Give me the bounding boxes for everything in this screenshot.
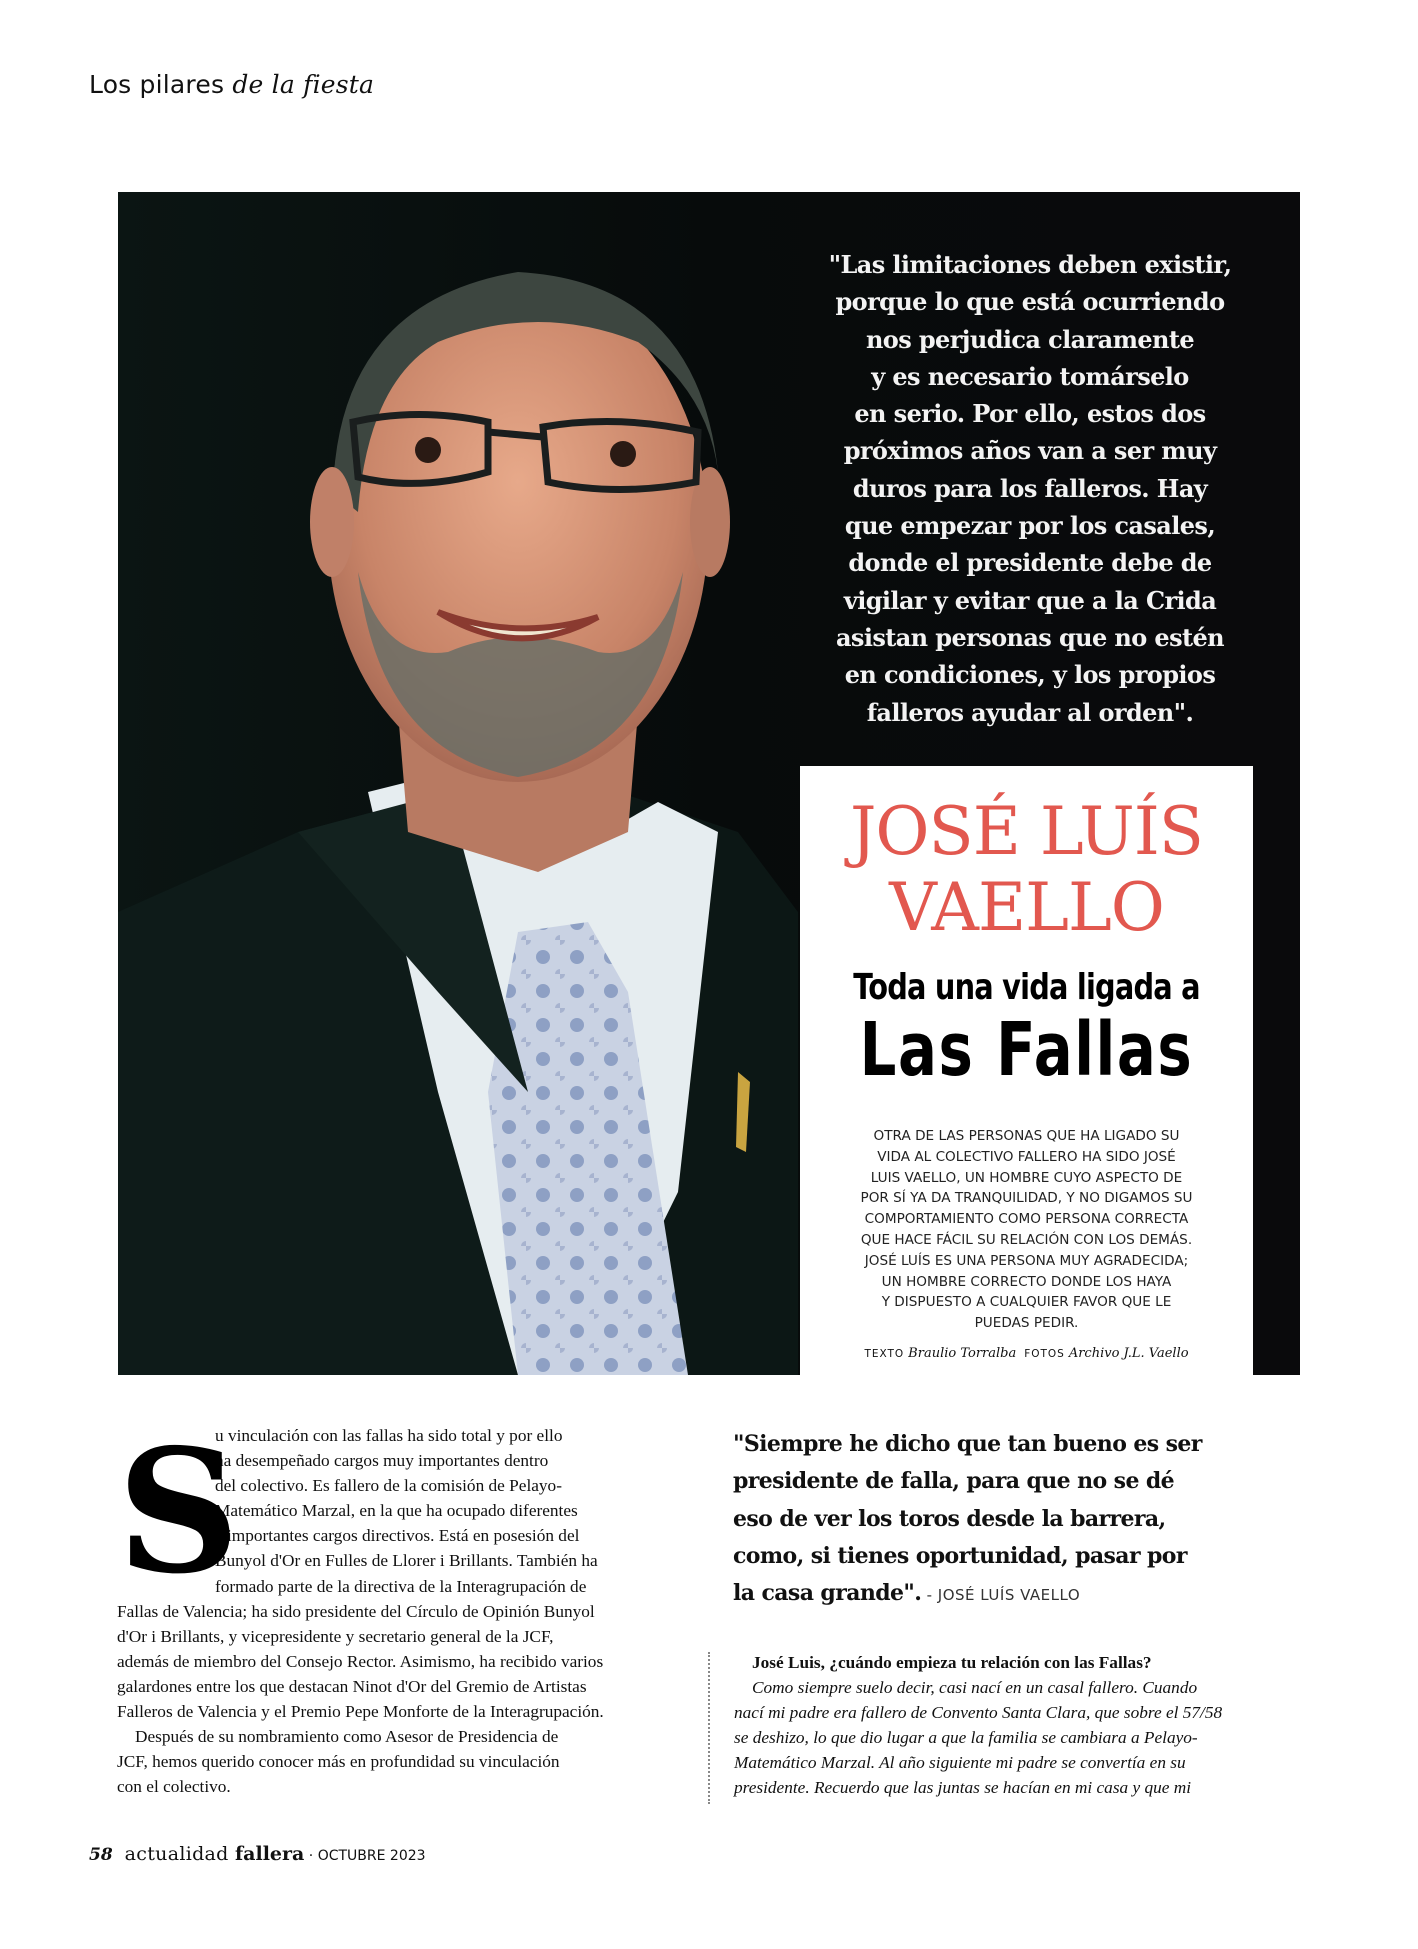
pullquote-secondary-line: como, si tienes oportunidad, pasar por bbox=[733, 1542, 1187, 1569]
column-divider bbox=[708, 1652, 710, 1804]
eye-left bbox=[415, 437, 441, 463]
article-title-name bbox=[800, 794, 1253, 946]
body-line: Fallas de Valencia; ha sido presidente del Círculo de Opinión Bunyol bbox=[117, 1601, 595, 1621]
footer-separator: · bbox=[304, 1848, 318, 1864]
body-line: con el colectivo. bbox=[117, 1777, 231, 1797]
intro-paragraph bbox=[808, 1126, 1245, 1334]
pullquote-secondary bbox=[733, 1426, 1333, 1614]
body-line: ha desempeñado cargos muy importantes dentro bbox=[215, 1451, 549, 1471]
body-line: Después de su nombramiento como Asesor de Presidencia de bbox=[135, 1727, 559, 1747]
body-line: JCF, hemos querido conocer más en profundidad su vinculación bbox=[117, 1752, 560, 1772]
section-header-regular: Los pilares bbox=[89, 70, 233, 99]
interview-answer-line: nací mi padre era fallero de Convento Santa Clara, que sobre el 57/58 bbox=[734, 1703, 1223, 1723]
body-line: formado parte de la directiva de la Interagrupación de bbox=[215, 1576, 587, 1596]
body-column-left bbox=[117, 1412, 677, 1799]
intro-line: POR SÍ YA DA TRANQUILIDAD, Y NO DIGAMOS SU bbox=[860, 1190, 1193, 1207]
credits-photo-label: FOTOS bbox=[1024, 1348, 1065, 1360]
title-card bbox=[800, 766, 1253, 1375]
pullquote-main-line: próximos años van a ser muy bbox=[843, 436, 1217, 466]
pullquote-main-line: en condiciones, y los propios bbox=[844, 660, 1216, 690]
intro-line: OTRA DE LAS PERSONAS QUE HA LIGADO SU bbox=[873, 1128, 1180, 1144]
interview-question: José Luis, ¿cuándo empieza tu relación con las Fallas? bbox=[752, 1653, 1152, 1672]
pullquote-secondary-line: eso de ver los toros desde la barrera, bbox=[733, 1505, 1166, 1532]
intro-line: QUE HACE FÁCIL SU RELACIÓN CON LOS DEMÁS. bbox=[860, 1231, 1193, 1248]
credits bbox=[800, 1344, 1253, 1363]
pullquote-attribution: - JOSÉ LUÍS VAELLO bbox=[921, 1586, 1081, 1605]
interview-answer-line: se deshizo, lo que dio lugar a que la familia se cambiara a Pelayo- bbox=[734, 1728, 1198, 1748]
title-name-line1: JOSÉ LUÍS bbox=[849, 793, 1204, 870]
body-line: d'Or i Brillants, y vicepresidente y secretario general de la JCF, bbox=[117, 1626, 554, 1646]
interview-answer-line: presidente. Recuerdo que las juntas se hacían en mi casa y que mi bbox=[734, 1778, 1192, 1798]
pullquote-main-line: donde el presidente debe de bbox=[848, 548, 1212, 578]
page-footer bbox=[89, 1843, 426, 1865]
body-line: del colectivo. Es fallero de la comisión de Pelayo- bbox=[215, 1476, 562, 1496]
intro-line: LUIS VAELLO, UN HOMBRE CUYO ASPECTO DE bbox=[870, 1169, 1183, 1186]
intro-line: VIDA AL COLECTIVO FALLERO HA SIDO JOSÉ bbox=[877, 1148, 1176, 1165]
article-subtitle bbox=[800, 966, 1253, 1093]
pullquote-main-line: vigilar y evitar que a la Crida bbox=[843, 585, 1217, 615]
ear-left bbox=[310, 467, 354, 577]
subtitle-line1: Toda una vida ligada a bbox=[853, 967, 1200, 1008]
credits-text-label: TEXTO bbox=[864, 1348, 905, 1360]
pullquote-main-line: "Las limitaciones deben existir, bbox=[828, 250, 1232, 279]
pullquote-secondary-line: la casa grande". bbox=[733, 1580, 922, 1607]
pullquote-main bbox=[790, 246, 1270, 731]
publication-name-light: actualidad bbox=[124, 1843, 235, 1865]
issue-date: OCTUBRE 2023 bbox=[317, 1848, 426, 1864]
title-name-line2: VAELLO bbox=[889, 869, 1164, 946]
pullquote-main-line: duros para los falleros. Hay bbox=[852, 473, 1208, 503]
body-line: Matemático Marzal, en la que ha ocupado diferentes bbox=[215, 1501, 578, 1521]
pullquote-main-line: porque lo que está ocurriendo bbox=[835, 287, 1225, 317]
pullquote-main-line: asistan personas que no estén bbox=[835, 622, 1225, 652]
eye-right bbox=[610, 441, 636, 467]
body-line: Bunyol d'Or en Fulles de Llorer i Brillants. También ha bbox=[215, 1551, 598, 1571]
page-number: 58 bbox=[89, 1845, 113, 1865]
subtitle-line2: Las Fallas bbox=[859, 1007, 1194, 1093]
dropcap: S bbox=[117, 1412, 240, 1612]
section-header bbox=[89, 70, 374, 99]
pullquote-main-line: falleros ayudar al orden". bbox=[866, 697, 1194, 727]
body-line: u vinculación con las fallas ha sido total y por ello bbox=[215, 1426, 563, 1445]
body-line: galardones entre los que destacan Ninot d'Or del Gremio de Artistas bbox=[117, 1676, 587, 1696]
interview-column bbox=[734, 1650, 1332, 1801]
body-line: Falleros de Valencia y el Premio Pepe Monforte de la Interagrupación. bbox=[117, 1702, 604, 1722]
body-line: además de miembro del Consejo Rector. Asimismo, ha recibido varios bbox=[117, 1651, 604, 1671]
intro-line: JOSÉ LUÍS ES UNA PERSONA MUY AGRADECIDA; bbox=[864, 1252, 1189, 1269]
interview-answer-line: Matemático Marzal. Al año siguiente mi padre se convertía en su bbox=[734, 1753, 1186, 1773]
pullquote-main-line: que empezar por los casales, bbox=[844, 511, 1216, 541]
pullquote-secondary-line: "Siempre he dicho que tan bueno es ser bbox=[733, 1431, 1202, 1457]
publication-name-bold: fallera bbox=[235, 1843, 305, 1865]
section-header-italic: de la fiesta bbox=[232, 70, 375, 99]
pullquote-secondary-line: presidente de falla, para que no se dé bbox=[733, 1468, 1175, 1495]
intro-line: UN HOMBRE CORRECTO DONDE LOS HAYA bbox=[881, 1273, 1172, 1290]
interview-answer-line: Como siempre suelo decir, casi nací en un casal fallero. Cuando bbox=[752, 1678, 1198, 1698]
pullquote-main-line: en serio. Por ello, estos dos bbox=[854, 399, 1206, 429]
intro-line: Y DISPUESTO A CUALQUIER FAVOR QUE LE bbox=[881, 1294, 1172, 1311]
pullquote-main-line: nos perjudica claramente bbox=[865, 324, 1195, 354]
credits-photo-source: Archivo J.L. Vaello bbox=[1068, 1346, 1189, 1361]
credits-text-author: Braulio Torralba bbox=[908, 1346, 1017, 1361]
body-line: e importantes cargos directivos. Está en posesión del bbox=[215, 1526, 580, 1546]
pullquote-main-line: y es necesario tomárselo bbox=[871, 361, 1189, 391]
intro-line: COMPORTAMIENTO COMO PERSONA CORRECTA bbox=[864, 1211, 1189, 1228]
intro-line: PUEDAS PEDIR. bbox=[974, 1315, 1079, 1332]
